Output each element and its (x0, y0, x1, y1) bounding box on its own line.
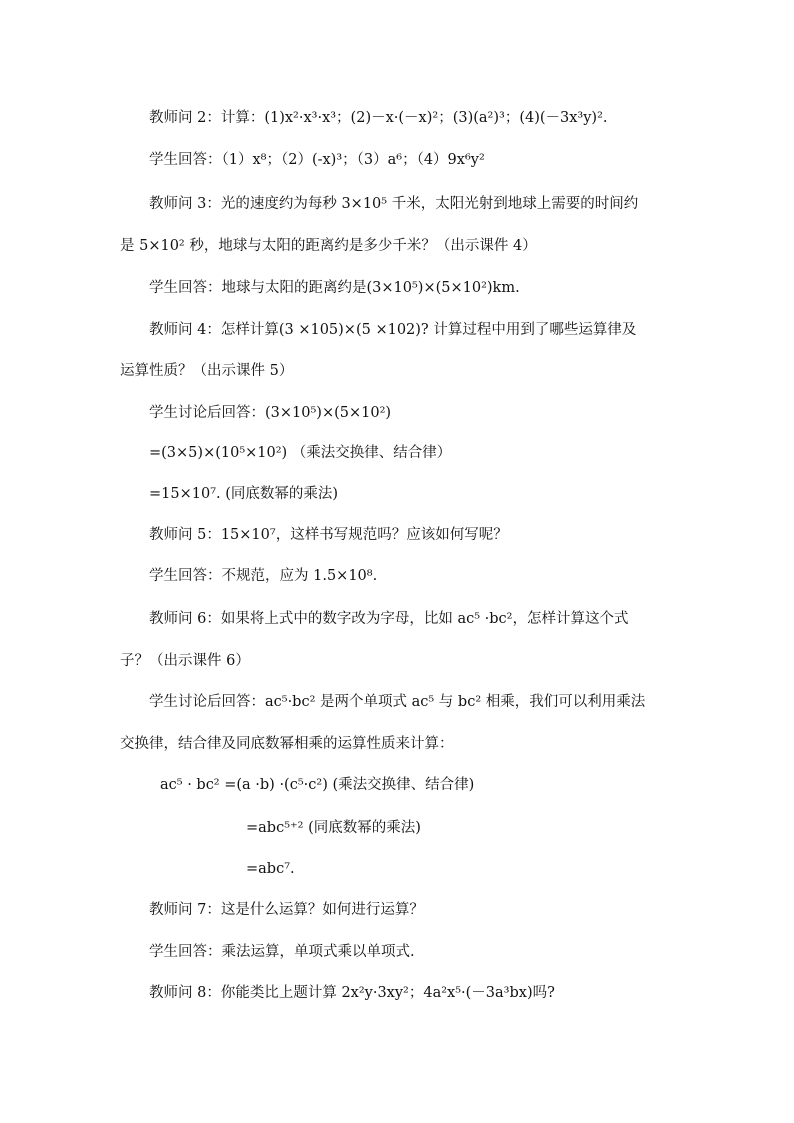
text-line: 学生讨论后回答：ac⁵·bc² 是两个单项式 ac⁵ 与 bc² 相乘，我们可以利用乘法 (149, 694, 646, 710)
text-line: 教师问 2：计算：(1)x²·x³·x³；(2)－x·(－x)²；(3)(a²)³；(4)(－3x³y)². (149, 110, 608, 126)
equation-line: =abc⁷. (246, 861, 295, 877)
text-line: 学生讨论后回答：(3×10⁵)×(5×10²) (149, 405, 392, 421)
text-line: 学生回答：地球与太阳的距离约是(3×10⁵)×(5×10²)km. (149, 280, 520, 296)
text-line: =(3×5)×(10⁵×10²) （乘法交换律、结合律） (149, 445, 452, 461)
text-line: =15×10⁷. (同底数幂的乘法) (149, 486, 339, 502)
text-line: 交换律，结合律及同底数幂相乘的运算性质来计算： (120, 736, 454, 752)
text-line: 是 5×10² 秒，地球与太阳的距离约是多少千米？（出示课件 4） (120, 238, 537, 254)
equation-line: =abc⁵⁺² (同底数幂的乘法) (246, 820, 421, 836)
text-line: 教师问 5：15×10⁷，这样书写规范吗？应该如何写呢？ (149, 527, 508, 543)
text-line: 教师问 3：光的速度约为每秒 3×10⁵ 千米，太阳光射到地球上需要的时间约 (149, 196, 639, 212)
text-line: 学生回答：（1）x⁸；（2）(-x)³；（3）a⁶；（4）9x⁶y² (149, 152, 485, 168)
text-line: 教师问 7：这是什么运算？如何进行运算？ (149, 902, 424, 918)
equation-line: ac⁵ · bc² =(a ·b) ·(c⁵·c²) (乘法交换律、结合律) (160, 777, 475, 793)
text-line: 运算性质？（出示课件 5） (120, 363, 294, 379)
text-line: 教师问 6：如果将上式中的数字改为字母，比如 ac⁵ ·bc²，怎样计算这个式 (149, 611, 629, 627)
text-line: 学生回答：不规范，应为 1.5×10⁸. (149, 568, 378, 584)
text-line: 学生回答：乘法运算，单项式乘以单项式. (149, 944, 415, 960)
text-line: 教师问 4：怎样计算(3 ×105)×(5 ×102)? 计算过程中用到了哪些运算律及 (149, 322, 637, 338)
text-line: 教师问 8：你能类比上题计算 2x²y·3xy²；4a²x⁵·(－3a³bx)吗? (149, 985, 555, 1001)
text-line: 子？（出示课件 6） (120, 653, 250, 669)
